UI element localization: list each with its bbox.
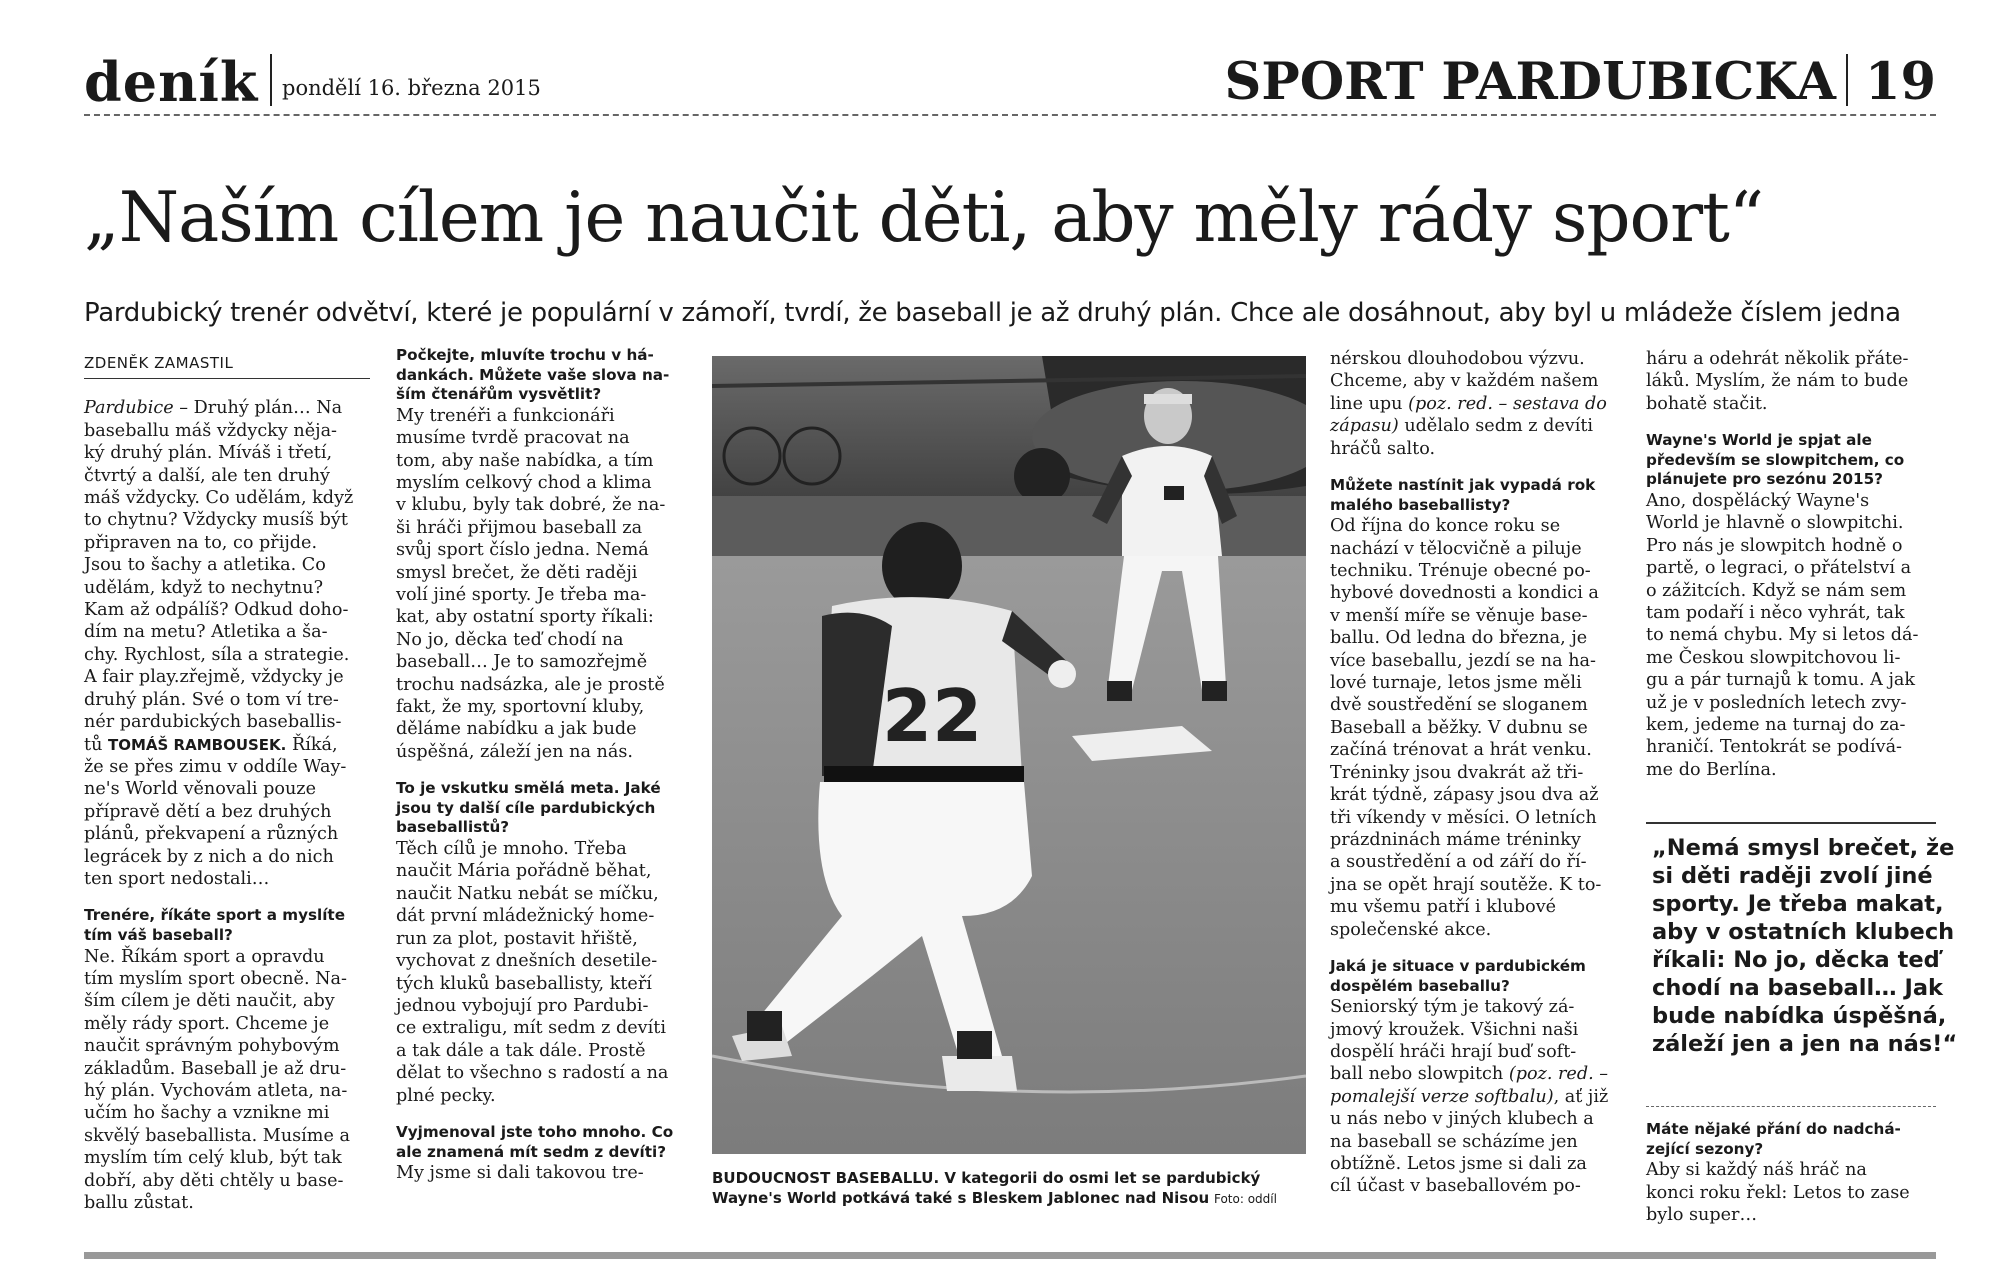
text-line: ten sport nedostali…	[84, 868, 270, 889]
text-line: „Nemá smysl brečet, že	[1652, 835, 1955, 861]
article-column-5-tail	[1646, 1120, 1936, 1226]
text-line: trochu nadsázka, ale je prostě	[396, 674, 665, 695]
text-line: plné pecky.	[396, 1085, 496, 1106]
text-line: to nemá chybu. My si letos dá-	[1646, 625, 1919, 646]
interview-question	[396, 1123, 678, 1162]
text-line: tů TOMÁŠ RAMBOUSEK. Říká,	[84, 734, 338, 755]
question-line: zející sezony?	[1646, 1139, 1764, 1158]
text-line: aby v ostatních klubech	[1652, 919, 1955, 945]
pullquote-rule	[1646, 822, 1936, 824]
text-line: ballu zůstat.	[84, 1193, 194, 1213]
text-line: a soustředění a od září do ří-	[1330, 852, 1587, 873]
text-line: nér pardubických baseballis-	[84, 712, 342, 733]
interview-answer	[396, 405, 678, 764]
question-line: malého baseballisty?	[1330, 495, 1511, 514]
text-line: Pro nás je slowpitch hodně o	[1646, 535, 1903, 556]
interview-question	[396, 779, 678, 838]
text-line: že se přes zimu v oddíle Way-	[84, 756, 347, 777]
text-line: legrácek by z nich a do nich	[84, 846, 334, 867]
pullquote-divider	[1646, 1106, 1936, 1107]
text-line: tých kluků baseballisty, kteří	[396, 973, 652, 994]
text-line: sporty. Je třeba makat,	[1652, 891, 1944, 917]
text-line: krát týdně, zápasy jsou dva až	[1330, 785, 1599, 806]
text-line: děláme nabídku a jak bude	[396, 719, 637, 740]
interview-question	[1330, 957, 1610, 996]
text-line: Baseball a běžky. V dubnu se	[1330, 717, 1588, 738]
text-line: udělám, když to nechytnu?	[84, 577, 324, 598]
interview-question	[396, 346, 678, 405]
text-line: volí jiné sporty. Je třeba ma-	[396, 585, 647, 606]
text-line: naučit správným pohybovým	[84, 1036, 340, 1057]
question-line: Máte nějaké přání do nadchá-	[1646, 1120, 1901, 1138]
question-line: Wayne's World je spjat ale	[1646, 431, 1872, 450]
article-standfirst: Pardubický trenér odvětví, které je populární v zámoří, tvrdí, že baseball je až druhý plán. Chce ale dosáhnout, aby byl u mládeže číslem jedna	[84, 298, 1901, 328]
text-line: A fair play.zřejmě, vždycky je	[84, 667, 344, 688]
text-line: vychovat z dnešních desetile-	[396, 951, 658, 972]
text-line: naučit Natku nebát se míčku,	[396, 883, 659, 904]
interview-question	[84, 906, 370, 945]
masthead-rule	[84, 114, 1936, 116]
question-line: především se slowpitchem, co	[1646, 450, 1905, 469]
text-line: to chytnu? Vždycky musíš být	[84, 510, 348, 531]
interview-answer	[1646, 1159, 1936, 1226]
text-line: více baseballu, jezdí se na ha-	[1330, 650, 1596, 671]
text-line: záleží jen a jen na nás!“	[1652, 1031, 1958, 1057]
text-line: jna se opět hrají soutěže. K to-	[1330, 874, 1602, 895]
text-line: tři víkendy v měsíci. O letních	[1330, 807, 1597, 828]
caption-headline: BUDOUCNOST BASEBALLU. V kategorii do osmi let se pardubický	[712, 1169, 1261, 1187]
interview-answer	[1330, 515, 1610, 941]
text-line: Ano, dospělácký Wayne's	[1646, 491, 1870, 511]
text-line: konci roku řekl: Letos to zase	[1646, 1182, 1910, 1203]
text-line: tím myslím sport obecně. Na-	[84, 968, 347, 989]
text-line: háru a odehrát několik přáte-	[1646, 349, 1909, 369]
text-line: prázdninách máme tréninky	[1330, 829, 1581, 850]
question-line: baseballistů?	[396, 818, 510, 837]
text-line: Od října do konce roku se	[1330, 516, 1561, 537]
article-column-4	[1330, 348, 1610, 1198]
text-line: svůj sport číslo jedna. Nemá	[396, 540, 649, 561]
text-line: nachází v tělocvičně a piluje	[1330, 538, 1582, 559]
text-line: dělat to všechno s radostí a na	[396, 1063, 669, 1084]
text-line: Ne. Říkám sport a opravdu	[84, 946, 325, 967]
question-line: tím váš baseball?	[84, 925, 233, 944]
text-line: My trenéři a funkcionáři	[396, 405, 615, 426]
text-line: začíná trénovat a hrát venku.	[1330, 740, 1592, 761]
article-column-1	[84, 352, 370, 1214]
interview-answer	[1646, 348, 1936, 415]
text-line: ším cílem je děti naučit, aby	[84, 991, 335, 1012]
question-line: plánujete pro sezónu 2015?	[1646, 470, 1883, 489]
text-line: měly rády sport. Chceme je	[84, 1013, 330, 1034]
question-line: ším čtenářům vysvětlit?	[396, 385, 602, 404]
text-line: dobří, aby děti chtěly u base-	[84, 1170, 344, 1191]
interview-question	[1646, 431, 1936, 490]
text-line: musíme tvrdě pracovat na	[396, 428, 630, 449]
article-column-2	[396, 346, 678, 1185]
text-line: chy. Rychlost, síla a strategie.	[84, 644, 350, 665]
issue-date: pondělí 16. března 2015	[282, 76, 541, 100]
text-line: Aby si každý náš hráč na	[1646, 1160, 1867, 1181]
text-line: základům. Baseball je až dru-	[84, 1058, 347, 1079]
text-line: ne's World věnovali pouze	[84, 779, 316, 800]
footer-rule	[84, 1252, 1936, 1259]
text-line: me do Berlína.	[1646, 759, 1777, 780]
pull-quote	[1652, 834, 1958, 1058]
text-line: přípravě dětí a bez druhých	[84, 801, 332, 822]
question-line: dospělém baseballu?	[1330, 976, 1510, 995]
text-line: už je v posledních letech zvy-	[1646, 692, 1907, 713]
text-line: bohatě stačit.	[1646, 393, 1768, 414]
question-line: Trenére, říkáte sport a myslíte	[84, 906, 345, 925]
text-line: techniku. Trénuje obecné po-	[1330, 561, 1591, 582]
caption-text: Wayne's World potkává také s Bleskem Jablonec nad Nisou	[712, 1189, 1210, 1207]
question-line: Počkejte, mluvíte trochu v há-	[396, 346, 654, 364]
text-line: fakt, že my, sportovní kluby,	[396, 697, 645, 718]
newspaper-logo[interactable]: deník	[84, 50, 259, 114]
question-line: To je vskutku smělá meta. Jaké	[396, 779, 661, 798]
text-line: Těch cílů je mnoho. Třeba	[396, 839, 627, 860]
masthead-divider	[1846, 54, 1848, 106]
text-line: hý plán. Vychovám atleta, na-	[84, 1080, 348, 1101]
text-line: si děti raději zvolí jiné	[1652, 863, 1933, 889]
lead-paragraph	[84, 397, 370, 890]
text-line: partě, o legraci, o přátelství a	[1646, 558, 1912, 579]
photo-caption	[712, 1168, 1322, 1209]
text-line: Tréninky jsou dvakrát až tři-	[1330, 762, 1584, 783]
text-line: láků. Myslím, že nám to bude	[1646, 371, 1909, 392]
text-line: My jsme si dali takovou tre-	[396, 1163, 644, 1184]
question-line: Vyjmenoval jste toho mnoho. Co	[396, 1122, 674, 1141]
interview-answer: Seniorský tým je takový zá- jmový kroužek. Všichni naši dospělí hráči hrají buď soft- ball nebo slowpitch (poz. red. – pomalejší verze softbalu), ať již u nás nebo v jiných klubech a na baseball se scházíme jen obtížně. Letos jsme si dali za cíl účast v baseballovém po-	[1330, 997, 1609, 1197]
interview-question	[1330, 476, 1610, 515]
section-title: SPORT PARDUBICKA	[1224, 52, 1836, 112]
text-line: skvělý baseballista. Musíme a	[84, 1125, 350, 1146]
text-line: máš vždycky. Co udělám, když	[84, 488, 354, 509]
text-line: me Českou slowpitchovou li-	[1646, 647, 1901, 668]
text-line: připraven na to, co přijde.	[84, 532, 318, 553]
text-line: run za plot, postavit hřiště,	[396, 928, 638, 949]
text-line: a tak dále a tak dále. Prostě	[396, 1040, 646, 1061]
text-line: plánů, překvapení a různých	[84, 824, 339, 845]
text-line: učím ho šachy a vznikne mi	[84, 1103, 330, 1124]
photo-credit: Foto: oddíl	[1213, 1192, 1277, 1206]
text-line: dát první mládežnický home-	[396, 906, 655, 927]
page-number: 19	[1865, 52, 1936, 112]
interview-question	[1646, 1120, 1936, 1159]
question-line: Můžete nastínit jak vypadá rok	[1330, 476, 1596, 495]
question-line: jsou ty další cíle pardubických	[396, 798, 656, 817]
text-line: dvě soustředění se sloganem	[1330, 695, 1588, 716]
text-line: druhý plán. Své o tom ví tre-	[84, 689, 339, 710]
interview-answer: nérskou dlouhodobou výzvu. Chceme, aby v každém našem line upu (poz. red. – sestava do zápasu) udělalo sedm z devíti hráčů salto.	[1330, 349, 1607, 459]
article-column-5	[1646, 348, 1936, 781]
text-line: o zážitcích. Když se nám sem	[1646, 580, 1907, 601]
question-line: dankách. Můžete vaše slova na-	[396, 365, 670, 384]
jersey-number: 22	[882, 674, 983, 758]
text-line: v menší míře se věnuje base-	[1330, 605, 1588, 626]
masthead-divider	[270, 54, 272, 106]
text-line: lové turnaje, letos jsme měli	[1330, 673, 1582, 694]
text-line: společenské akce.	[1330, 919, 1492, 940]
text-line: ce extraligu, mít sedm z devíti	[396, 1018, 666, 1039]
text-line: jednou vybojují pro Pardubi-	[396, 995, 649, 1016]
question-line: Jaká je situace v pardubickém	[1330, 956, 1586, 975]
text-line: gu a pár turnajů k tomu. A jak	[1646, 670, 1916, 691]
text-line: tom, aby naše nabídka, a tím	[396, 450, 654, 471]
question-line: ale znamená mít sedm z devíti?	[396, 1142, 667, 1161]
text-line: říkali: No jo, děcka teď	[1652, 947, 1940, 973]
text-line: chodí na baseball… Jak	[1652, 975, 1944, 1001]
text-line: dím na metu? Atletika a ša-	[84, 622, 328, 643]
article-headline: „Naším cílem je naučit děti, aby měly rády sport“	[84, 178, 1764, 258]
text-line: baseball… Je to samozřejmě	[396, 652, 648, 673]
text-line: tam podaří i něco vyhrát, tak	[1646, 603, 1905, 624]
text-line: mu všemu patří i klubové	[1330, 897, 1557, 918]
text-line: kat, aby ostatní sporty říkali:	[396, 607, 654, 628]
text-line: hybové dovednosti a kondici a	[1330, 583, 1599, 604]
text-line: bude nabídka úspěšná,	[1652, 1003, 1947, 1029]
masthead	[84, 48, 1936, 114]
text-line: naučit Mária pořádně běhat,	[396, 861, 652, 882]
text-line: No jo, děcka teď chodí na	[396, 629, 624, 650]
text-line: bylo super…	[1646, 1205, 1758, 1225]
text-line: Kam až odpálíš? Odkud doho-	[84, 600, 349, 621]
text-line: ši hráči přijmou baseball za	[396, 517, 643, 538]
interview-answer	[396, 1162, 678, 1184]
author-byline: ZDENĚK ZAMASTIL	[84, 352, 370, 379]
text-line: Jsou to šachy a atletika. Co	[84, 555, 326, 576]
text-line: ballu. Od ledna do března, je	[1330, 628, 1588, 649]
interview-answer	[396, 838, 678, 1107]
text-line: myslím tím celý klub, být tak	[84, 1148, 342, 1169]
text-line: World je hlavně o slowpitchi.	[1646, 513, 1904, 534]
text-line: ký druhý plán. Míváš i třetí,	[84, 443, 333, 464]
interview-answer	[84, 946, 370, 1215]
text-line: smysl brečet, že děti raději	[396, 562, 638, 583]
interview-answer	[1646, 490, 1936, 781]
text-line: hraničí. Tentokrát se podívá-	[1646, 737, 1903, 758]
text-line: Pardubice – Druhý plán… Na	[84, 398, 343, 419]
text-line: úspěšná, záleží jen na nás.	[396, 741, 634, 762]
baseball-photo[interactable]	[712, 356, 1306, 1154]
text-line: myslím celkový chod a klima	[396, 473, 652, 493]
text-line: čtvrtý a další, ale ten druhý	[84, 465, 330, 486]
text-line: baseballu máš vždycky něja-	[84, 420, 338, 441]
text-line: kem, jedeme na turnaj do za-	[1646, 715, 1906, 736]
text-line: v klubu, byly tak dobré, že na-	[396, 495, 666, 516]
